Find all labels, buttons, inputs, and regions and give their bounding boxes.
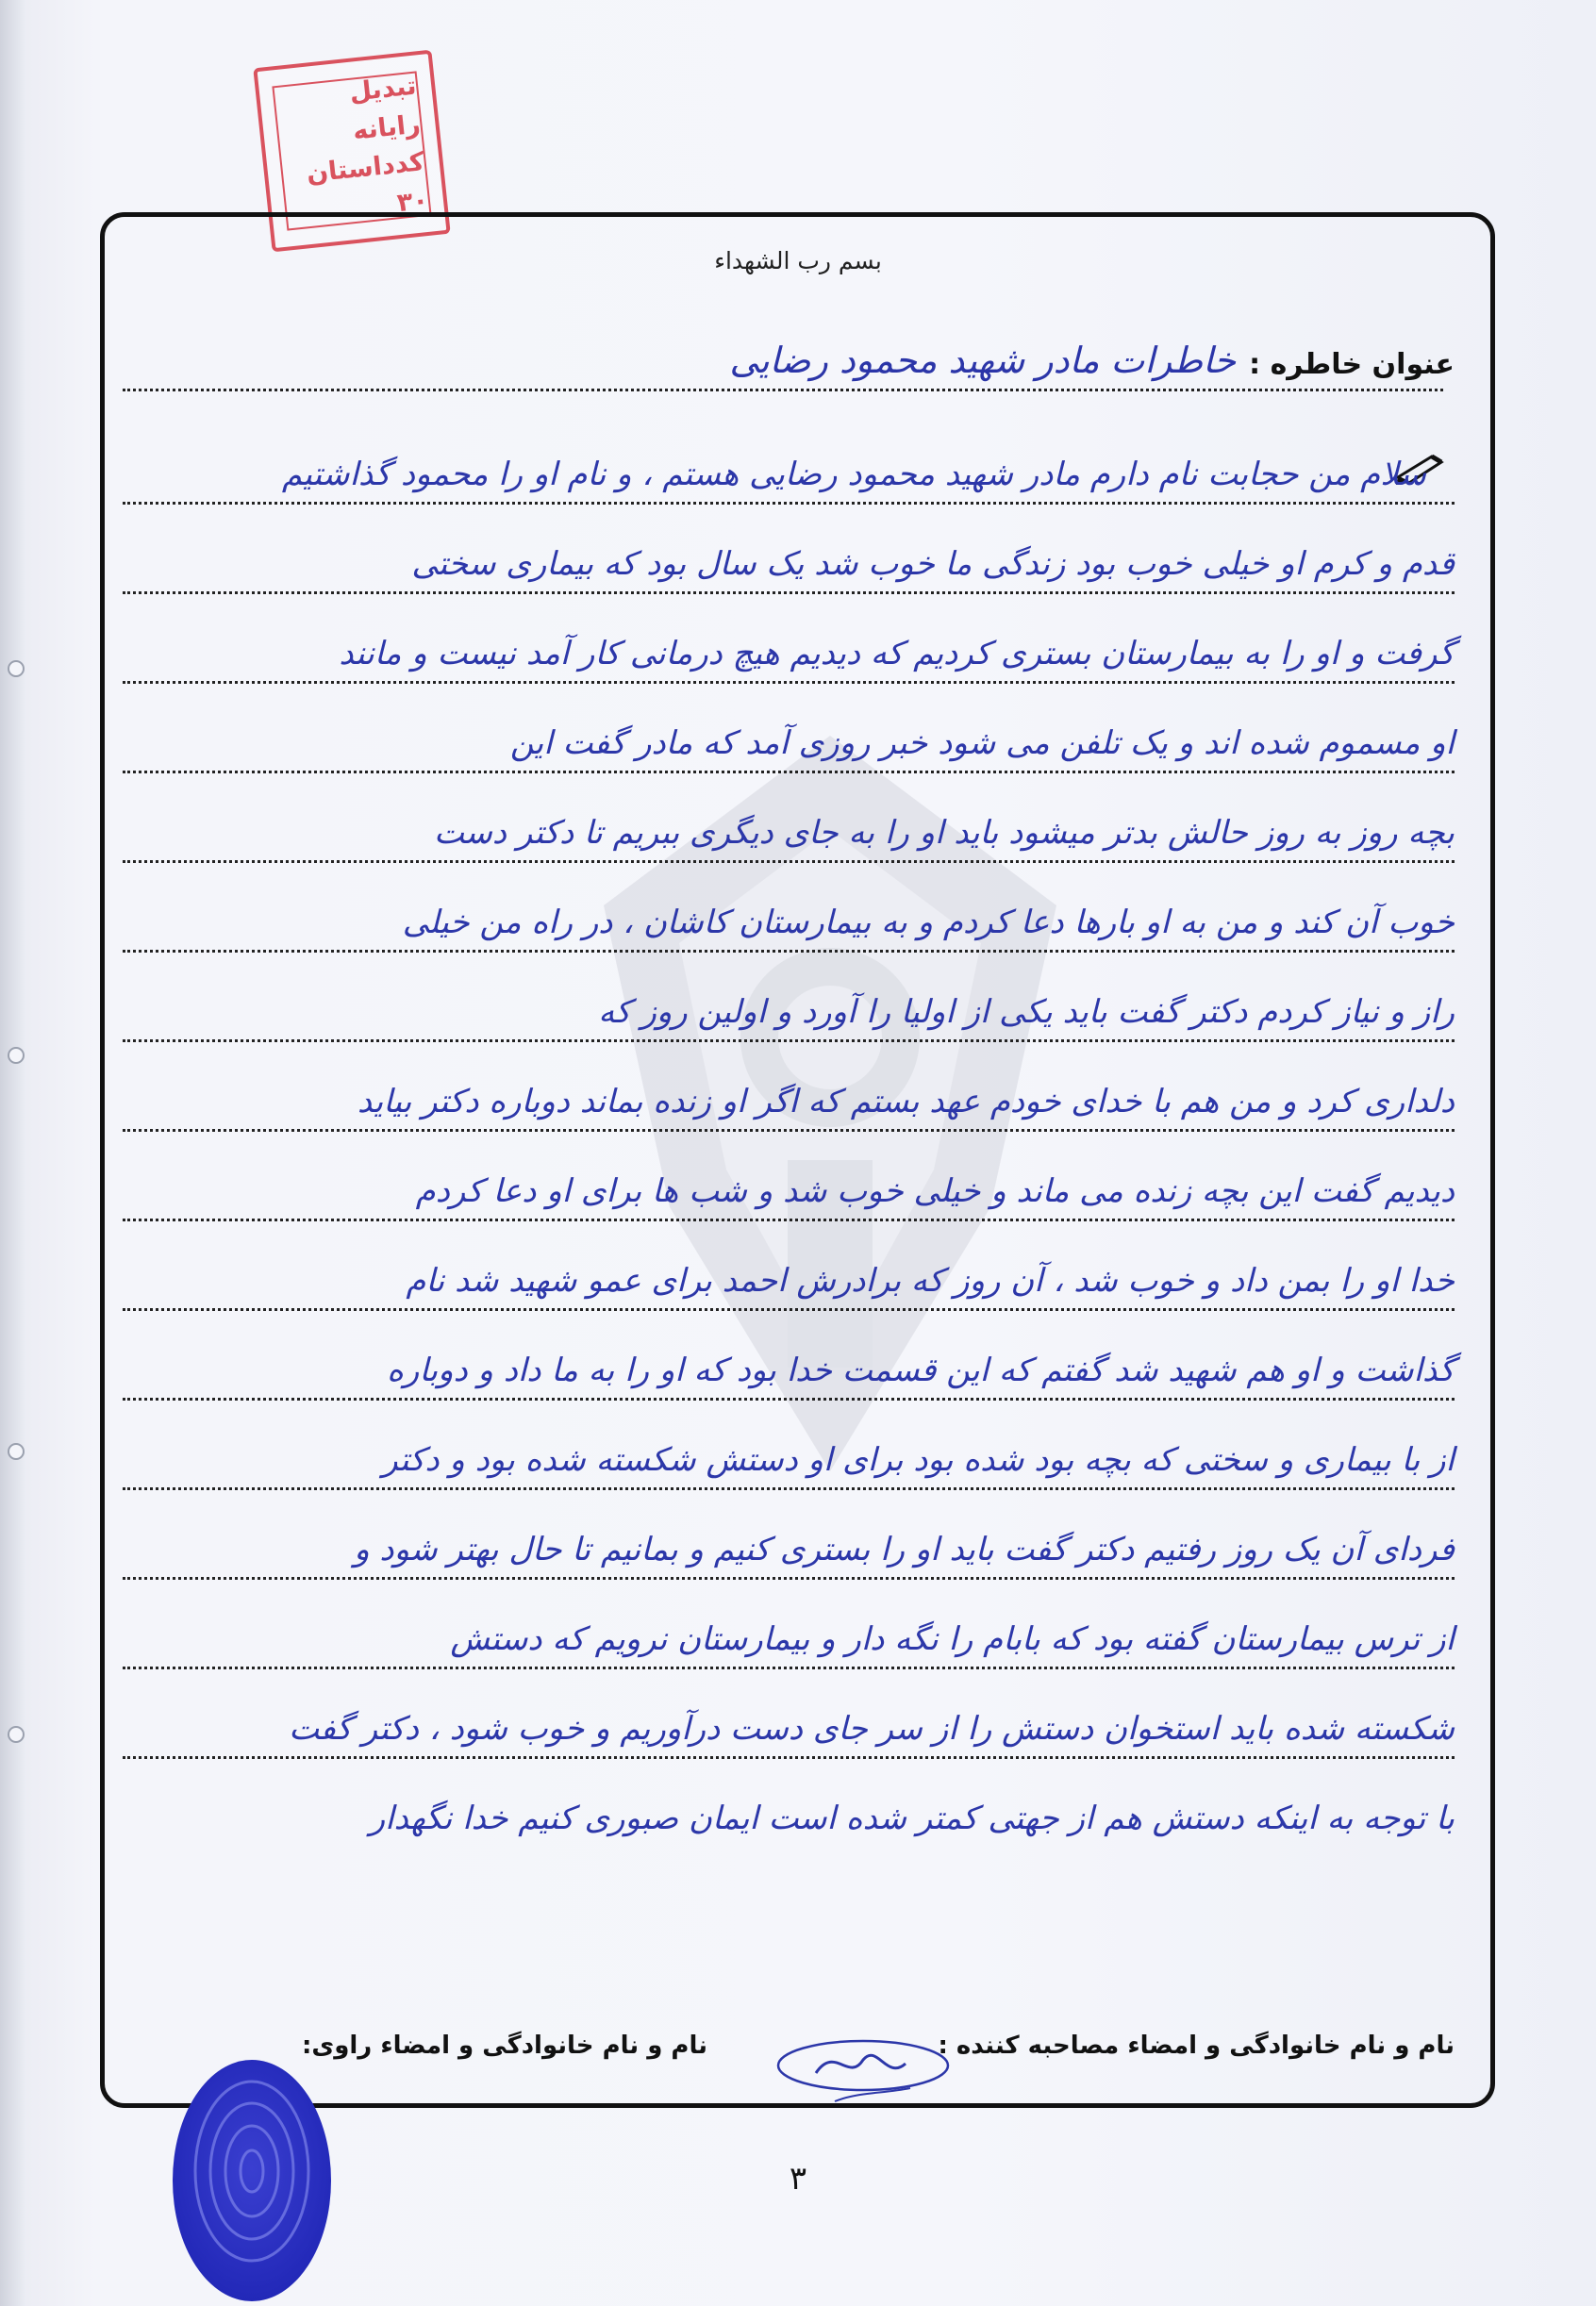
title-label: عنوان خاطره : xyxy=(1249,348,1455,381)
binding-spine xyxy=(0,0,26,2306)
handwritten-line: از با بیماری و سختی که بچه بود شده بود برای او دستش شکسته شده بود و دکتر xyxy=(382,1441,1455,1479)
binding-ring xyxy=(8,1726,25,1743)
dotted-rule xyxy=(123,502,1455,505)
handwritten-line: راز و نیاز کردم دکتر گفت باید یکی از اولیا را آورد و اولین روز که xyxy=(598,993,1455,1031)
stamp-line-1: تبدیل رایانه xyxy=(347,71,423,146)
handwritten-line: او مسموم شده اند و یک تلفن می شود خبر روزی آمد که مادر گفت این xyxy=(509,724,1455,762)
dotted-rule xyxy=(123,1129,1455,1132)
dotted-rule xyxy=(123,950,1455,953)
handwritten-line: فردای آن یک روز رفتیم دکتر گفت باید او را بستری کنیم و بمانیم تا حال بهتر شود و xyxy=(354,1531,1455,1568)
memory-title-row xyxy=(729,340,1455,381)
handwritten-line: خوب آن کند و من به او بارها دعا کردم و به بیمارستان کاشان ، در راه من خیلی xyxy=(402,904,1455,941)
handwritten-line: از ترس بیمارستان گفته بود که بابام را نگه دار و بیمارستان نرویم که دستش xyxy=(450,1620,1455,1658)
basmala-header: بسم رب الشهداء xyxy=(714,247,882,274)
title-dotted-line xyxy=(123,389,1443,391)
dotted-rule xyxy=(123,1398,1455,1401)
handwritten-line: قدم و کرم او خیلی خوب بود زندگی ما خوب شد یک سال بود که بیماری سختی xyxy=(411,545,1455,583)
memory-title-value: خاطرات مادر شهید محمود رضایی xyxy=(729,340,1237,381)
dotted-rule xyxy=(123,1308,1455,1311)
handwritten-line: با توجه به اینکه دستش هم از جهتی کمتر شده است ایمان صبوری کنیم خدا نگهدار xyxy=(369,1800,1455,1837)
dotted-rule xyxy=(123,1667,1455,1669)
dotted-rule xyxy=(123,1219,1455,1221)
dotted-rule xyxy=(123,591,1455,594)
handwritten-line: گذاشت و او هم شهید شد گفتم که این قسمت خدا بود که او را به ما داد و دوباره xyxy=(387,1352,1455,1389)
dotted-rule xyxy=(123,1756,1455,1759)
handwritten-line: دلداری کرد و من هم با خدای خودم عهد بستم که اگر او زنده بماند دوباره دکتر بیاید xyxy=(357,1083,1455,1120)
page-number: ۳ xyxy=(789,2160,807,2198)
dotted-rule xyxy=(123,1487,1455,1490)
dotted-rule xyxy=(123,1577,1455,1580)
handwritten-line: خدا او را بمن داد و خوب شد ، آن روز که برادرش احمد برای عمو شهید شد نام xyxy=(406,1262,1455,1300)
binding-ring xyxy=(8,1047,25,1064)
binding-ring xyxy=(8,1443,25,1460)
handwritten-line: گرفت و او را به بیمارستان بستری کردیم که دیدیم هیچ درمانی کار آمد نیست و مانند xyxy=(339,635,1455,672)
dotted-rule xyxy=(123,681,1455,684)
interviewer-signature xyxy=(769,2026,957,2111)
handwritten-line: شکسته شده باید استخوان دستش را از سر جای دست درآوریم و خوب شود ، دکتر گفت xyxy=(289,1710,1455,1748)
interviewer-signature-label: نام و نام خانوادگی و امضاء مصاحبه کننده : xyxy=(938,2032,1455,2060)
stamp-line-2: کدداستان ۳۰ xyxy=(305,147,430,218)
narrator-signature-label: نام و نام خانوادگی و امضاء راوی: xyxy=(302,2032,707,2060)
dotted-rule xyxy=(123,860,1455,863)
dotted-rule xyxy=(123,771,1455,773)
handwritten-line: سلام من حجابت نام دارم مادر شهید محمود رضایی هستم ، و نام او را محمود گذاشتیم xyxy=(281,456,1426,493)
handwritten-line: بچه روز به روز حالش بدتر میشود باید او را به جای دیگری ببریم تا دکتر دست xyxy=(434,814,1455,852)
handwritten-line: دیدیم گفت این بچه زنده می ماند و خیلی خوب شد و شب ها برای او دعا کردم xyxy=(415,1172,1455,1210)
binding-ring xyxy=(8,660,25,677)
dotted-rule xyxy=(123,1039,1455,1042)
